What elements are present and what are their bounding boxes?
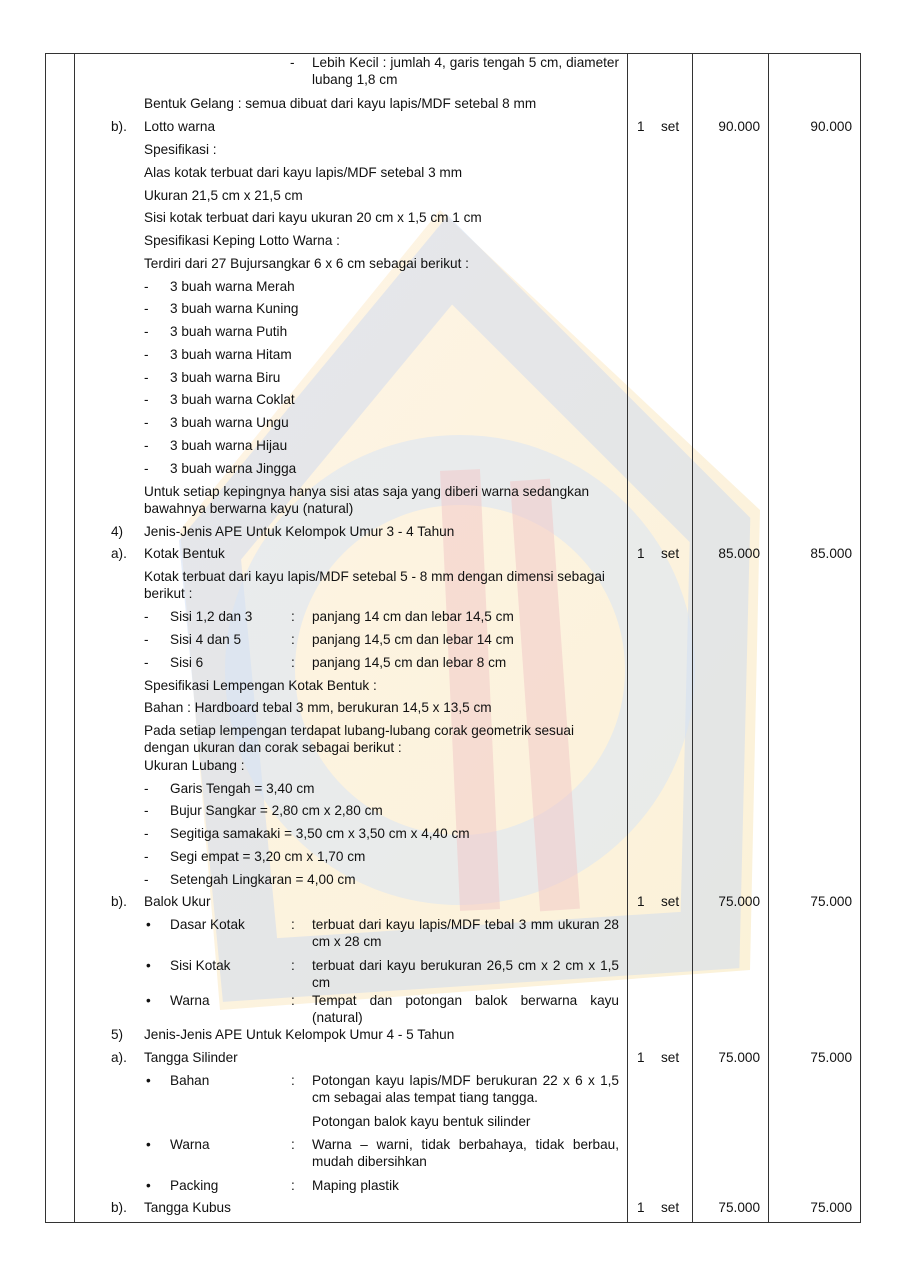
item-number: b). bbox=[111, 1200, 127, 1215]
item-unit: set bbox=[661, 1050, 680, 1065]
color-list-item: 3 buah warna Kuning bbox=[170, 301, 299, 316]
color-list-item: 3 buah warna Putih bbox=[170, 324, 288, 339]
bullet-marker: • bbox=[146, 993, 151, 1008]
item-unit: set bbox=[661, 1200, 680, 1215]
spec-heading: Spesifikasi Keping Lotto Warna : bbox=[144, 233, 340, 248]
spec-label: Warna bbox=[170, 993, 210, 1008]
spec-line: Bahan : Hardboard tebal 3 mm, berukuran 14,5 x 13,5 cm bbox=[144, 700, 492, 715]
colon: : bbox=[291, 1178, 295, 1193]
spec-label: Bahan bbox=[170, 1073, 210, 1088]
color-list-item: 3 buah warna Hijau bbox=[170, 438, 288, 453]
colon: : bbox=[291, 1073, 295, 1088]
spec-heading: Spesifikasi : bbox=[144, 142, 217, 157]
section-number: 5) bbox=[111, 1027, 124, 1042]
item-qty: 1 bbox=[637, 894, 645, 909]
color-list-item: 3 buah warna Ungu bbox=[170, 415, 289, 430]
item-total: 75.000 bbox=[810, 1200, 852, 1215]
spec-heading: Ukuran Lubang : bbox=[144, 758, 245, 773]
dash-marker: - bbox=[144, 438, 149, 453]
spec-value: terbuat dari kayu lapis/MDF tebal 3 mm ukuran 28 cm x 28 cm bbox=[312, 917, 619, 949]
section-number: 4) bbox=[111, 524, 124, 539]
hole-size-item: Setengah Lingkaran = 4,00 cm bbox=[170, 872, 356, 887]
spec-label: Dasar Kotak bbox=[170, 917, 245, 932]
spec-value: Potongan kayu lapis/MDF berukuran 22 x 6 x 1,5 cm sebagai alas tempat tiang tangga. bbox=[312, 1073, 619, 1105]
colon: : bbox=[291, 1137, 295, 1152]
item-total: 75.000 bbox=[810, 1050, 852, 1065]
spec-heading: Spesifikasi Lempengan Kotak Bentuk : bbox=[144, 678, 377, 693]
section-title: Jenis-Jenis APE Untuk Kelompok Umur 4 - 5 Tahun bbox=[144, 1027, 455, 1042]
item-total: 90.000 bbox=[810, 119, 852, 134]
dash-marker: - bbox=[144, 655, 149, 670]
colon: : bbox=[291, 655, 295, 670]
side-label: Sisi 1,2 dan 3 bbox=[170, 609, 253, 624]
bullet-marker: • bbox=[146, 1178, 151, 1193]
spec-line: Pada setiap lempengan terdapat lubang-lubang corak geometrik sesuai dengan ukuran dan corak sebagai berikut : bbox=[144, 723, 574, 755]
ring-small-spec: Lebih Kecil : jumlah 4, garis tengah 5 cm, diameter lubang 1,8 cm bbox=[312, 55, 619, 87]
hole-size-item: Segi empat = 3,20 cm x 1,70 cm bbox=[170, 849, 366, 864]
bullet-marker: • bbox=[146, 917, 151, 932]
color-list-item: 3 buah warna Merah bbox=[170, 279, 295, 294]
dash-marker: - bbox=[144, 301, 149, 316]
dash-marker: - bbox=[144, 849, 149, 864]
side-label: Sisi 4 dan 5 bbox=[170, 632, 242, 647]
bullet-marker: • bbox=[146, 1073, 151, 1088]
item-number: a). bbox=[111, 546, 127, 561]
spec-value: terbuat dari kayu berukuran 26,5 cm x 2 cm x 1,5 cm bbox=[312, 958, 619, 990]
dash-marker: - bbox=[144, 370, 149, 385]
spec-line: Alas kotak terbuat dari kayu lapis/MDF setebal 3 mm bbox=[144, 165, 463, 180]
dash-marker: - bbox=[144, 609, 149, 624]
dash-marker: - bbox=[290, 55, 295, 70]
dash-marker: - bbox=[144, 415, 149, 430]
color-note: Untuk setiap kepingnya hanya sisi atas saja yang diberi warna sedangkan bawahnya berwarna kayu (natural) bbox=[144, 484, 590, 516]
item-title-kotak-bentuk: Kotak Bentuk bbox=[144, 546, 225, 561]
colon: : bbox=[291, 632, 295, 647]
dash-marker: - bbox=[144, 324, 149, 339]
spec-line: Terdiri dari 27 Bujursangkar 6 x 6 cm sebagai berikut : bbox=[144, 256, 469, 271]
color-list-item: 3 buah warna Biru bbox=[170, 370, 281, 385]
dash-marker: - bbox=[144, 872, 149, 887]
bullet-marker: • bbox=[146, 1137, 151, 1152]
dash-marker: - bbox=[144, 632, 149, 647]
spec-value: Warna – warni, tidak berbahaya, tidak berbau, mudah dibersihkan bbox=[312, 1137, 619, 1169]
hole-size-item: Garis Tengah = 3,40 cm bbox=[170, 781, 315, 796]
hole-size-item: Bujur Sangkar = 2,80 cm x 2,80 cm bbox=[170, 803, 383, 818]
spec-value: Tempat dan potongan balok berwarna kayu (natural) bbox=[312, 993, 619, 1025]
dash-marker: - bbox=[144, 461, 149, 476]
spec-line: Ukuran 21,5 cm x 21,5 cm bbox=[144, 188, 303, 203]
dash-marker: - bbox=[144, 279, 149, 294]
item-price: 90.000 bbox=[718, 119, 760, 134]
item-total: 85.000 bbox=[810, 546, 852, 561]
colon: : bbox=[291, 993, 295, 1008]
section-title: Jenis-Jenis APE Untuk Kelompok Umur 3 - 4 Tahun bbox=[144, 524, 455, 539]
item-price: 85.000 bbox=[718, 546, 760, 561]
ring-shape-note: Bentuk Gelang : semua dibuat dari kayu lapis/MDF setebal 8 mm bbox=[144, 96, 537, 111]
dash-marker: - bbox=[144, 392, 149, 407]
item-price: 75.000 bbox=[718, 1050, 760, 1065]
spec-line: Sisi kotak terbuat dari kayu ukuran 20 cm x 1,5 cm 1 cm bbox=[144, 210, 482, 225]
item-title-lotto-warna: Lotto warna bbox=[144, 119, 216, 134]
dash-marker: - bbox=[144, 347, 149, 362]
item-qty: 1 bbox=[637, 546, 645, 561]
spec-value: Maping plastik bbox=[312, 1178, 399, 1193]
color-list-item: 3 buah warna Jingga bbox=[170, 461, 297, 476]
color-list-item: 3 buah warna Hitam bbox=[170, 347, 292, 362]
spec-line: Kotak terbuat dari kayu lapis/MDF setebal 5 - 8 mm dengan dimensi sebagai berikut : bbox=[144, 569, 605, 601]
item-qty: 1 bbox=[637, 1050, 645, 1065]
side-value: panjang 14 cm dan lebar 14,5 cm bbox=[312, 609, 514, 624]
item-price: 75.000 bbox=[718, 1200, 760, 1215]
item-title-balok-ukur: Balok Ukur bbox=[144, 894, 211, 909]
side-value: panjang 14,5 cm dan lebar 8 cm bbox=[312, 655, 507, 670]
spec-label: Packing bbox=[170, 1178, 219, 1193]
dash-marker: - bbox=[144, 826, 149, 841]
item-price: 75.000 bbox=[718, 894, 760, 909]
colon: : bbox=[291, 958, 295, 973]
item-unit: set bbox=[661, 546, 680, 561]
item-number: b). bbox=[111, 119, 127, 134]
item-title-tangga-kubus: Tangga Kubus bbox=[144, 1200, 231, 1215]
color-list-item: 3 buah warna Coklat bbox=[170, 392, 295, 407]
item-unit: set bbox=[661, 119, 680, 134]
bullet-marker: • bbox=[146, 958, 151, 973]
spec-value: Potongan balok kayu bentuk silinder bbox=[312, 1114, 531, 1129]
item-number: b). bbox=[111, 894, 127, 909]
dash-marker: - bbox=[144, 781, 149, 796]
item-qty: 1 bbox=[637, 119, 645, 134]
item-unit: set bbox=[661, 894, 680, 909]
hole-size-item: Segitiga samakaki = 3,50 cm x 3,50 cm x 4,40 cm bbox=[170, 826, 470, 841]
item-qty: 1 bbox=[637, 1200, 645, 1215]
dash-marker: - bbox=[144, 803, 149, 818]
colon: : bbox=[291, 917, 295, 932]
side-value: panjang 14,5 cm dan lebar 14 cm bbox=[312, 632, 514, 647]
item-number: a). bbox=[111, 1050, 127, 1065]
spec-label: Warna bbox=[170, 1137, 210, 1152]
item-total: 75.000 bbox=[810, 894, 852, 909]
colon: : bbox=[291, 609, 295, 624]
side-label: Sisi 6 bbox=[170, 655, 204, 670]
spec-label: Sisi Kotak bbox=[170, 958, 231, 973]
item-title-tangga-silinder: Tangga Silinder bbox=[144, 1050, 238, 1065]
